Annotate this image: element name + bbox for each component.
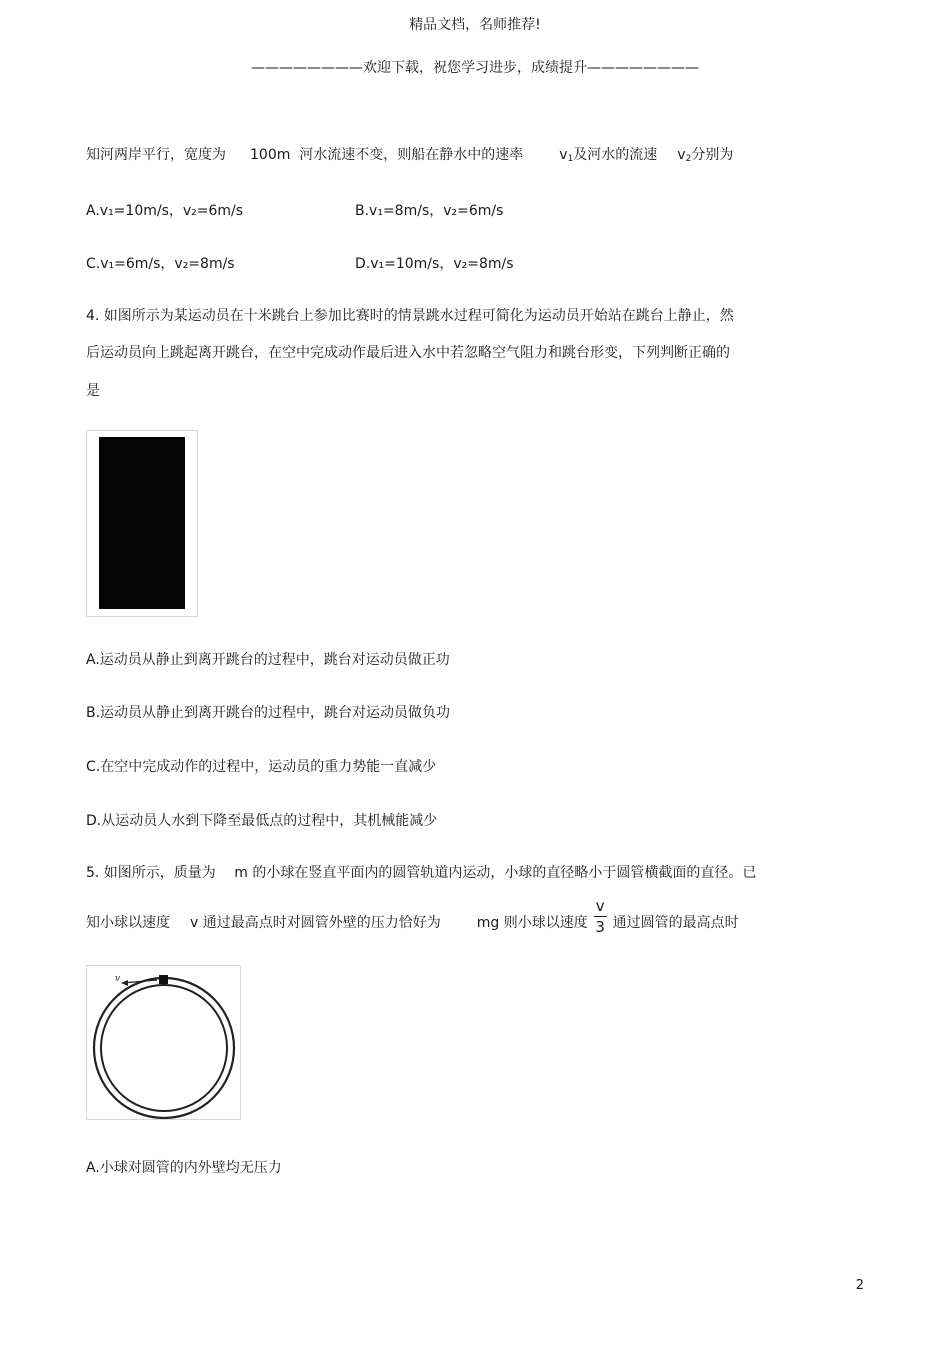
q5-option-a: A.小球对圆管的内外壁均无压力 <box>86 1160 282 1176</box>
q5-stem-line1: 5. 如图所示，质量为 m 的小球在竖直平面内的圆管轨道内运动，小球的直径略小于圆管横截面的直径。已 <box>86 865 757 881</box>
diving-figure <box>86 430 198 617</box>
q4-option-c: C.在空中完成动作的过程中，运动员的重力势能一直减少 <box>86 759 437 775</box>
q4-option-b: B.运动员从静止到离开跳台的过程中，跳台对运动员做负功 <box>86 705 451 721</box>
header-title: 精品文档，名师推荐! <box>409 17 541 33</box>
q3-stem: 知河两岸平行，宽度为 100m 河水流速不变，则船在静水中的速率 $v_1$及河水的流速 $v_2$分别为 <box>86 147 734 164</box>
q4-option-d: D.从运动员人水到下降至最低点的过程中，其机械能减少 <box>86 813 438 829</box>
ball <box>159 975 168 984</box>
v-over-3-fraction: $\frac{v}{3}$ <box>595 897 605 936</box>
inner-circle <box>101 985 227 1111</box>
q4-stem-line2: 后运动员向上跳起离开跳台，在空中完成动作最后进入水中若忽略空气阻力和跳台形变，下列判断正确的 <box>86 345 730 361</box>
velocity-label: v <box>115 974 121 984</box>
outer-circle <box>94 978 234 1118</box>
circular-tube-figure <box>86 965 241 1120</box>
q3-option-d: D.v₁=10m/s，v₂=8m/s <box>355 256 514 272</box>
q4-stem-line3: 是 <box>86 383 100 399</box>
q3-option-a: A.v₁=10m/s，v₂=6m/s <box>86 203 244 219</box>
q3-option-c: C.v₁=6m/s，v₂=8m/s <box>86 256 235 272</box>
page-number: 2 <box>855 1278 864 1293</box>
circular-tube-diagram <box>87 966 240 1119</box>
diving-image-block <box>99 437 185 609</box>
q5-stem-line2: 知小球以速度 v 通过最高点时对圆管外壁的压力恰好为 mg 则小球以速度 $\frac{v}{3}$ 通过圆管的最高点时 <box>86 897 739 936</box>
q4-option-a: A.运动员从静止到离开跳台的过程中，跳台对运动员做正功 <box>86 652 450 668</box>
q4-stem-line1: 4. 如图所示为某运动员在十米跳台上参加比赛时的情景跳水过程可简化为运动员开始站在跳台上静止，然 <box>86 308 734 324</box>
header-subtitle: ————————欢迎下载，祝您学习进步，成绩提升———————— <box>251 60 699 76</box>
arrow-head <box>121 980 128 986</box>
q3-option-b: B.v₁=8m/s，v₂=6m/s <box>355 203 504 219</box>
